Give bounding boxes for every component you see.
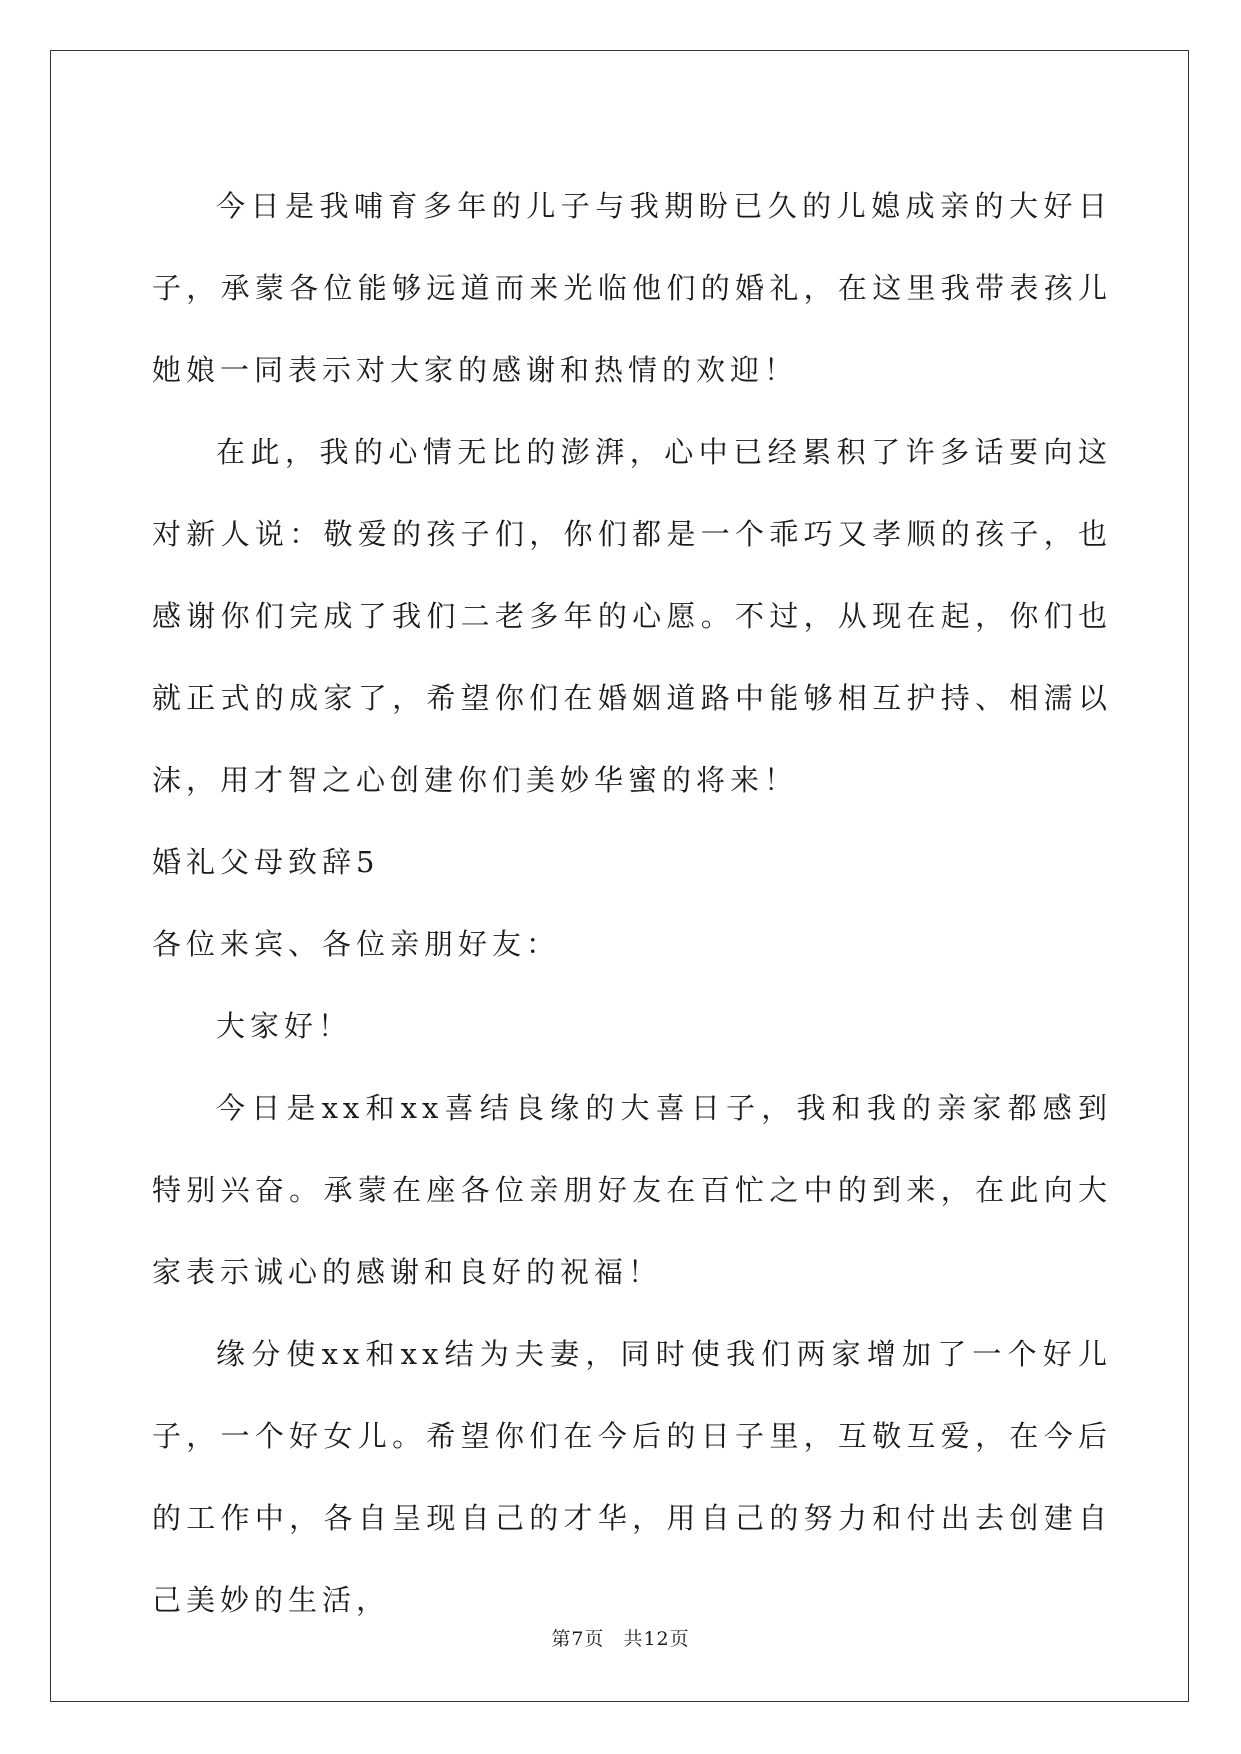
paragraph: 在此，我的心情无比的澎湃，心中已经累积了许多话要向这对新人说：敬爱的孩子们，你们都是一个乖巧又孝顺的孩子，也感谢你们完成了我们二老多年的心愿。不过，从现在起，你们也就正式的成家了，希望你们在婚姻道路中能够相互护持、相濡以沫，用才智之心创建你们美妙华蜜的将来！: [152, 435, 1112, 797]
page-footer: [0, 1624, 1241, 1651]
paragraph: 今日是我哺育多年的儿子与我期盼已久的儿媳成亲的大好日子，承蒙各位能够远道而来光临他们的婚礼，在这里我带表孩儿她娘一同表示对大家的感谢和热情的欢迎！: [152, 189, 1112, 387]
page-number: 第7页: [551, 1628, 605, 1650]
paragraph: 缘分使xx和xx结为夫妻，同时使我们两家增加了一个好儿子，一个好女儿。希望你们在今后的日子里，互敬互爱，在今后的工作中，各自呈现自己的才华，用自己的努力和付出去创建自己美妙的生活，: [152, 1337, 1112, 1617]
salutation: 各位来宾、各位亲朋好友：: [152, 927, 561, 961]
section-heading: 婚礼父母致辞5: [152, 845, 380, 879]
document-body: [152, 165, 1112, 1641]
page-total: 共12页: [623, 1628, 690, 1650]
paragraph: 今日是xx和xx喜结良缘的大喜日子，我和我的亲家都感到特别兴奋。承蒙在座各位亲朋好友在百忙之中的到来，在此向大家表示诚心的感谢和良好的祝福！: [152, 1091, 1112, 1289]
greeting: 大家好！: [216, 1009, 353, 1043]
